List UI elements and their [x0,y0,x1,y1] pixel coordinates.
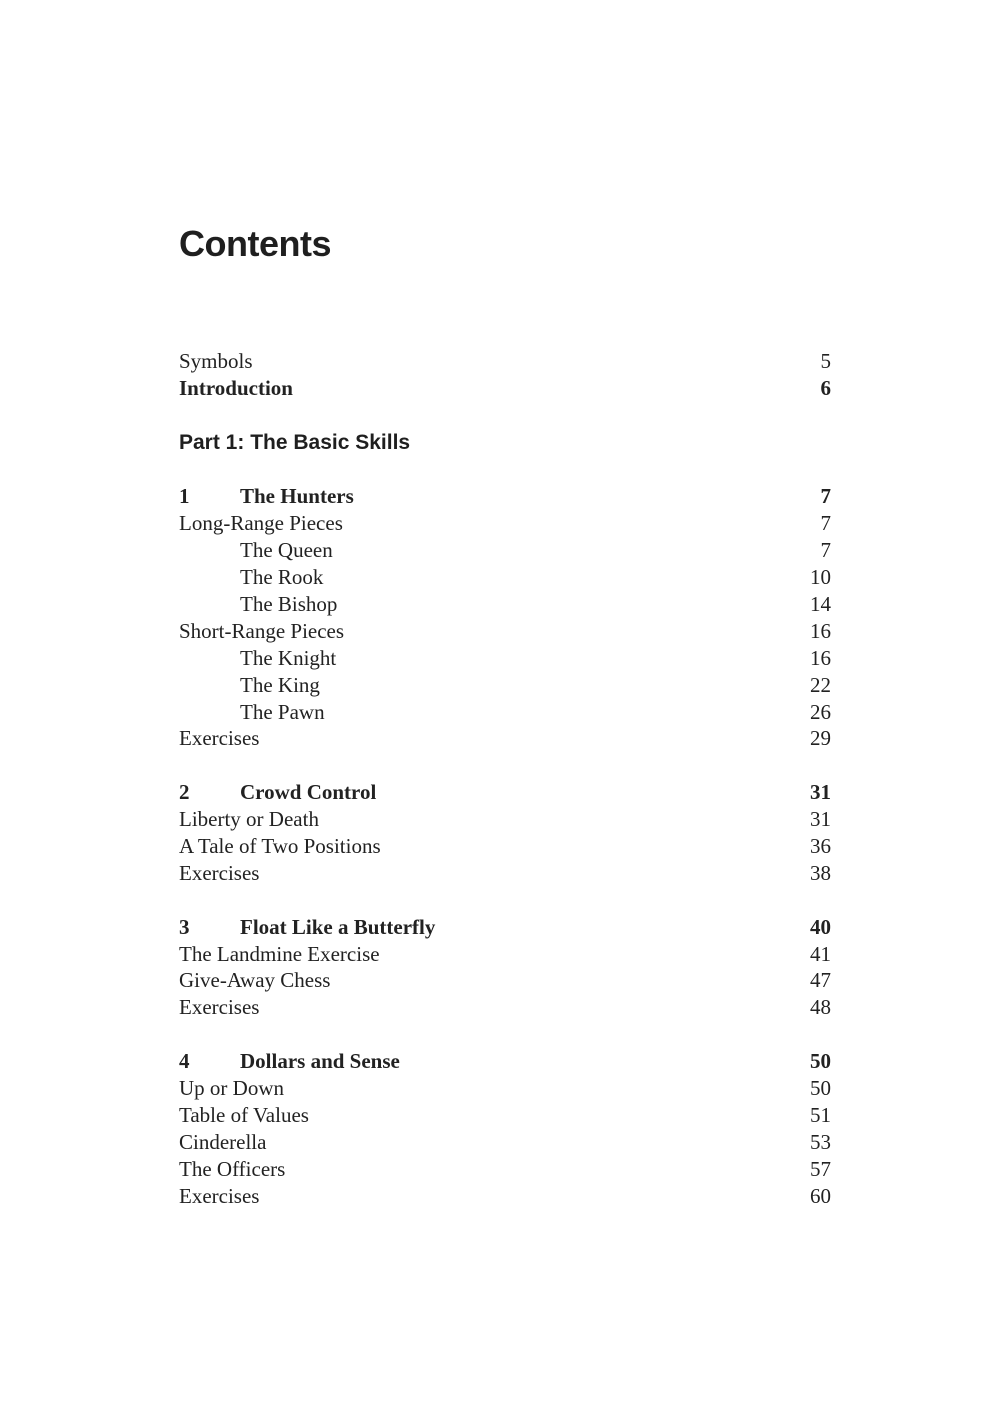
toc-entry[interactable] [179,672,831,699]
toc-entry-label: Exercises [179,1183,260,1208]
chapter-number: 1 [179,484,190,509]
toc-entry-label: The Bishop [240,592,338,617]
toc-entry[interactable] [179,860,831,887]
chapter-page: 40 [810,914,831,939]
chapter-title: Crowd Control [240,780,377,805]
toc-entry-label: Short-Range Pieces [179,618,345,643]
toc-entry-page: 26 [810,699,831,724]
toc-entry-label: Liberty or Death [179,807,319,832]
spacer [179,752,831,779]
toc-entry-page: 14 [810,592,831,617]
toc-entry[interactable] [179,645,831,672]
toc-entry[interactable] [179,967,831,994]
toc-entry[interactable] [179,1183,831,1210]
chapter-page: 31 [810,780,831,805]
toc-entry-page: 51 [810,1102,831,1127]
toc-entry-page: 47 [810,968,831,993]
toc-entry-label: Up or Down [179,1076,284,1101]
spacer [179,887,831,914]
toc-entry[interactable] [179,1156,831,1183]
toc-entry-page: 60 [810,1183,831,1208]
toc-entry-page: 7 [820,511,831,536]
toc-entry[interactable] [179,510,831,537]
toc-entry[interactable] [179,1102,831,1129]
toc-entry[interactable] [179,941,831,968]
toc-entry[interactable] [179,994,831,1021]
toc-entry[interactable] [179,1075,831,1102]
toc-entry-label: The King [240,672,320,697]
toc-entry-page: 29 [810,726,831,751]
toc-entry-page: 57 [810,1156,831,1181]
chapter-heading-2[interactable] [179,779,831,806]
toc-entry-page: 41 [810,941,831,966]
toc-entry-label: Exercises [179,726,260,751]
table-of-contents [179,348,831,1210]
toc-entry-page: 16 [810,618,831,643]
toc-entry-label: Exercises [179,995,260,1020]
toc-entry-page: 48 [810,995,831,1020]
spacer [179,402,831,429]
toc-entry-symbols[interactable] [179,348,831,375]
toc-entry-label: The Queen [240,538,333,563]
toc-entry[interactable] [179,564,831,591]
toc-entry-page: 31 [810,807,831,832]
toc-entry-page: 53 [810,1129,831,1154]
toc-entry-label: Table of Values [179,1102,309,1127]
toc-entry[interactable] [179,537,831,564]
toc-entry-label: The Officers [179,1156,286,1181]
toc-entry[interactable] [179,591,831,618]
chapter-heading-1[interactable] [179,483,831,510]
toc-entry-page: 10 [810,565,831,590]
chapter-number: 2 [179,780,190,805]
part-heading: Part 1: The Basic Skills [179,430,411,454]
chapter-number: 4 [179,1049,190,1074]
toc-entry-label: Long-Range Pieces [179,511,343,536]
toc-entry[interactable] [179,618,831,645]
toc-entry-page: 5 [820,349,831,373]
toc-entry-page: 7 [820,538,831,563]
toc-entry-label: Give-Away Chess [179,968,331,993]
toc-entry-page: 16 [810,645,831,670]
spacer [179,1021,831,1048]
spacer [179,457,831,484]
toc-entry-label: The Landmine Exercise [179,941,380,966]
toc-entry-page: 38 [810,860,831,885]
chapter-page: 50 [810,1049,831,1074]
chapter-page: 7 [820,484,831,509]
toc-entry-page: 36 [810,834,831,859]
toc-entry[interactable] [179,1129,831,1156]
toc-entry-label: The Knight [240,645,337,670]
toc-entry-label: The Pawn [240,699,325,724]
toc-entry[interactable] [179,725,831,752]
toc-entry[interactable] [179,699,831,726]
chapter-title: Float Like a Butterfly [240,914,436,939]
toc-entry[interactable] [179,806,831,833]
toc-entry-page: 22 [810,672,831,697]
toc-entry-label: Introduction [179,375,293,400]
chapter-title: The Hunters [240,484,354,509]
toc-entry-label: The Rook [240,565,324,590]
toc-entry-page: 6 [820,375,831,400]
toc-entry-label: A Tale of Two Positions [179,834,381,859]
toc-entry-label: Exercises [179,860,260,885]
toc-entry-label: Cinderella [179,1129,267,1154]
chapter-heading-3[interactable] [179,914,831,941]
toc-entry-introduction[interactable] [179,375,831,402]
toc-entry-page: 50 [810,1076,831,1101]
toc-entry[interactable] [179,833,831,860]
chapter-title: Dollars and Sense [240,1049,400,1074]
page-title: Contents [179,223,331,264]
toc-entry-label: Symbols [179,349,253,373]
chapter-number: 3 [179,914,190,939]
chapter-heading-4[interactable] [179,1048,831,1075]
